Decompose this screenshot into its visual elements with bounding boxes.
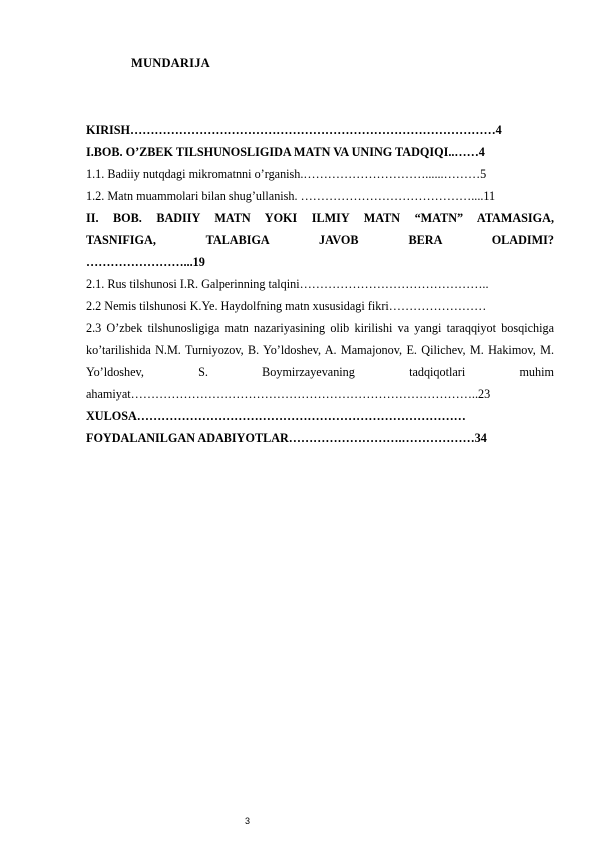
toc-entry-chapter-1: I.BOB. O’ZBEK TILSHUNOSLIGIDA MATN VA UNING TADQIQI..……4	[86, 145, 485, 159]
table-of-contents	[86, 119, 554, 449]
toc-entry-xulosa: XULOSA………………………………………………………………………	[86, 409, 466, 423]
toc-entry-adabiyotlar: FOYDALANILGAN ADABIYOTLAR……………………….………………34	[86, 431, 487, 445]
toc-entry-chapter-2-page: ……………………...19	[86, 255, 205, 269]
toc-entry-section-1-2: 1.2. Matn muammolari bilan shug’ullanish. ……………………………………....11	[86, 189, 496, 203]
toc-entry-section-2-3: 2.3 O’zbek tilshunosligiga matn nazariyasining olib kirilishi va yangi taraqqiyot bosqichiga ko’tarilishida N.M. Turniyozov, B. Yo’ldoshev, A. Mamajonov, E. Qilichev, M. Hakimov, M. Yo’ldoshev, S. Boymirzayevaning tadqiqotlari muhim ahamiyat…………………………………………………………………………..23	[86, 321, 554, 401]
toc-entry-chapter-2-line-2: TASNIFIGA, TALABIGA JAVOB BERA OLADIMI?	[86, 233, 554, 247]
toc-entry-kirish: KIRISH………………………………………………………………………………4	[86, 123, 502, 137]
contents-title: MUNDARIJA	[131, 56, 210, 70]
toc-entry-section-1-1: 1.1. Badiiy nutqdagi mikromatnni o’rganish.…………………………......………5	[86, 167, 487, 181]
toc-entry-section-2-1: 2.1. Rus tilshunosi I.R. Galperinning talqini………………………………………..	[86, 277, 489, 291]
toc-entry-chapter-2-line-1: II. BOB. BADIIY MATN YOKI ILMIY MATN “MATN” ATAMASIGA,	[86, 211, 554, 225]
page-number-text: 3	[244, 816, 250, 826]
page-number	[0, 816, 595, 826]
toc-entry-section-2-2: 2.2 Nemis tilshunosi K.Ye. Haydolfning matn xususidagi fikri……………………	[86, 299, 487, 313]
